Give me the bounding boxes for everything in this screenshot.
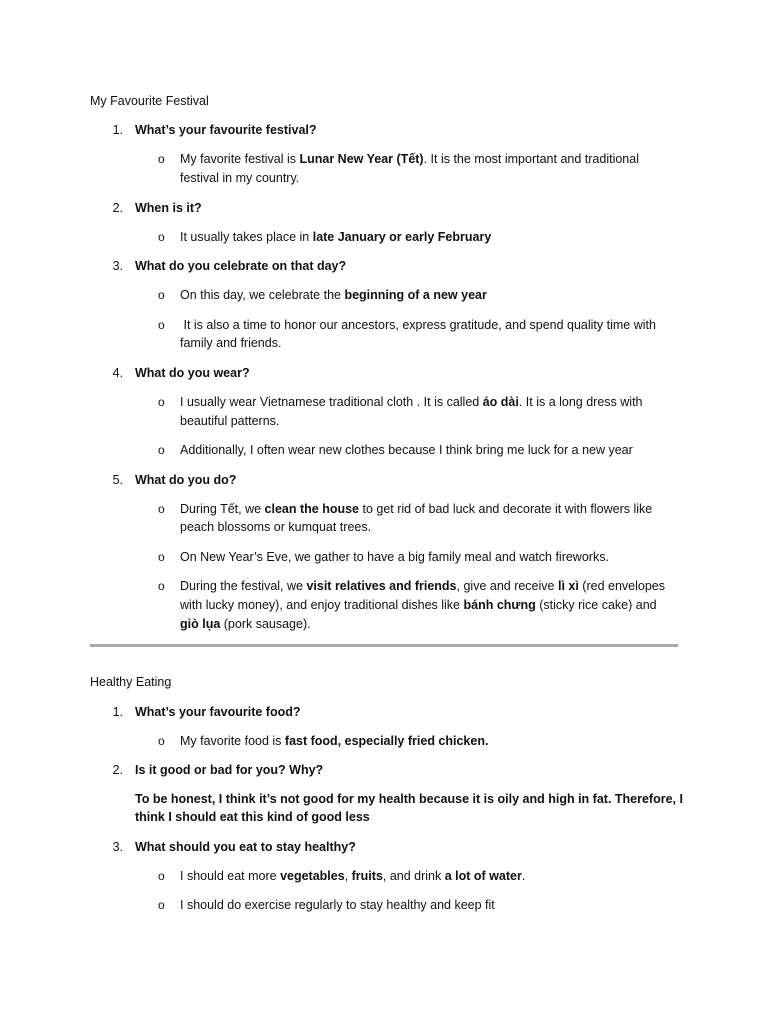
section-heading-festival: My Favourite Festival	[90, 94, 209, 108]
list-number: 3.	[112, 259, 123, 273]
list-number: 1.	[112, 705, 123, 719]
answer-line-continued: festival in my country.	[180, 171, 300, 185]
bullet-icon: o	[158, 152, 165, 166]
bullet-icon: o	[158, 230, 165, 244]
answer-line: During the festival, we visit relatives and friends, give and receive lì xì (red envelopes	[180, 579, 665, 593]
bullet-icon: o	[158, 395, 165, 409]
bullet-icon: o	[158, 288, 165, 302]
list-number: 2.	[112, 763, 123, 777]
question-when: When is it?	[135, 201, 202, 215]
bullet-icon: o	[158, 318, 165, 332]
question-wear: What do you wear?	[135, 366, 250, 380]
answer-line: I should eat more vegetables, fruits, and drink a lot of water.	[180, 869, 526, 883]
answer-line: On this day, we celebrate the beginning of a new year	[180, 288, 487, 302]
bullet-icon: o	[158, 734, 165, 748]
answer-line: My favorite food is fast food, especially fried chicken.	[180, 734, 489, 748]
section-heading-healthy-eating: Healthy Eating	[90, 675, 172, 689]
answer-line-continued: family and friends.	[180, 336, 282, 350]
question-favourite-festival: What’s your favourite festival?	[135, 123, 317, 137]
answer-line: Additionally, I often wear new clothes because I think bring me luck for a new year	[180, 443, 633, 457]
answer-line-continued: peach blossoms or kumquat trees.	[180, 520, 372, 534]
question-stay-healthy: What should you eat to stay healthy?	[135, 840, 356, 854]
question-celebrate: What do you celebrate on that day?	[135, 259, 347, 273]
bullet-icon: o	[158, 550, 165, 564]
answer-line: I should do exercise regularly to stay healthy and keep fit	[180, 898, 495, 912]
list-number: 4.	[112, 366, 123, 380]
list-number: 2.	[112, 201, 123, 215]
list-number: 1.	[112, 123, 123, 137]
list-number: 5.	[112, 473, 123, 487]
question-do: What do you do?	[135, 473, 237, 487]
answer-line: On New Year’s Eve, we gather to have a big family meal and watch fireworks.	[180, 550, 609, 564]
answer-line: I usually wear Vietnamese traditional cloth . It is called áo dài. It is a long dress with	[180, 395, 643, 409]
answer-line-continued: giò lụa (pork sausage).	[180, 617, 311, 631]
answer-line-continued: beautiful patterns.	[180, 414, 280, 428]
answer-line: During Tết, we clean the house to get rid of bad luck and decorate it with flowers like	[180, 502, 653, 516]
answer-line-continued: with lucky money), and enjoy traditional dishes like bánh chưng (sticky rice cake) and	[180, 598, 657, 612]
bullet-icon: o	[158, 869, 165, 883]
question-favourite-food: What’s your favourite food?	[135, 705, 301, 719]
answer-paragraph-line: think I should eat this kind of good less	[135, 810, 370, 824]
answer-line: My favorite festival is Lunar New Year (Tết). It is the most important and traditional	[180, 152, 639, 166]
answer-line: It usually takes place in late January or early February	[180, 230, 492, 244]
list-number: 3.	[112, 840, 123, 854]
bullet-icon: o	[158, 502, 165, 516]
answer-line: It is also a time to honor our ancestors, express gratitude, and spend quality time with	[180, 318, 656, 332]
bullet-icon: o	[158, 898, 165, 912]
section-divider	[90, 644, 678, 647]
answer-paragraph-line: To be honest, I think it’s not good for my health because it is oily and high in fat. Therefore, I	[135, 792, 683, 806]
question-good-or-bad: Is it good or bad for you? Why?	[135, 763, 324, 777]
bullet-icon: o	[158, 579, 165, 593]
bullet-icon: o	[158, 443, 165, 457]
